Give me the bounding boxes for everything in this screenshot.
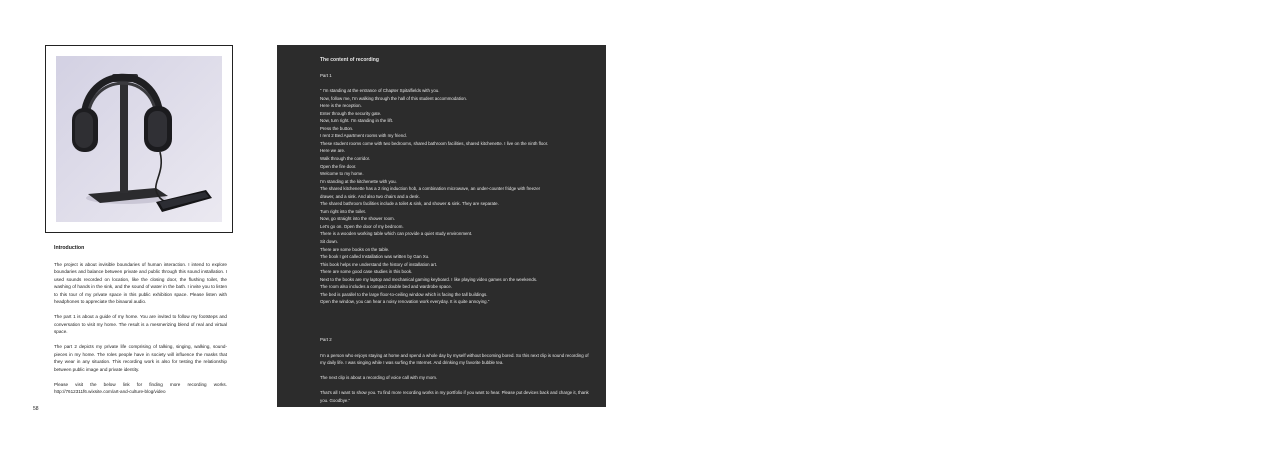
- transcript-line: The room also includes a compact double bed and wardrobe space.: [320, 284, 453, 290]
- transcript-line: Walk through the corridor.: [320, 156, 371, 162]
- transcript-line: The shared kitchenette has a 2 ring induction hob, a combination microwave, an under-counter fridge with freezer: [320, 186, 541, 192]
- recording-page: [277, 45, 606, 407]
- part2-transcript: [320, 352, 590, 405]
- transcript-line: Open the fire door.: [320, 163, 357, 169]
- transcript-line: The book I get called Installation was written by Gan Xu.: [320, 254, 430, 260]
- transcript-line: Here we are.: [320, 148, 346, 154]
- transcript-line: Next to the books are my laptop and mechanical gaming keyboard. I like playing video games on the weekends.: [320, 276, 538, 282]
- transcript-paragraph: The next clip is about a recording of voice call with my mom.: [320, 375, 438, 381]
- transcript-line: “ I'm standing at the entrance of Chapter Spitalfields with you.: [320, 88, 440, 94]
- introduction-paragraph-link: Please visit the below link for finding more recording works. http://7612311f6.wixsite.com/art-and-culture-blog/video: [54, 381, 227, 394]
- transcript-line: There are some books on the table.: [320, 246, 390, 252]
- headphones-on-stand-photo-icon: [56, 56, 222, 222]
- transcript-line: Now, go straight into the shower room.: [320, 216, 395, 222]
- transcript-line: Now, turn right. I'm standing in the lift.: [320, 118, 394, 124]
- transcript-line: This book helps me understand the history of installation art.: [320, 261, 438, 267]
- transcript-line: Press the button.: [320, 125, 354, 131]
- transcript-line: drawer, and a sink. And also two chairs and a desk.: [320, 193, 420, 199]
- transcript-line: Now, follow me, I'm walking through the hall of this student accommodation.: [320, 95, 468, 101]
- part1-transcript: [320, 87, 590, 306]
- transcript-line: There are some good case studies in this book.: [320, 269, 413, 275]
- introduction-paragraph: The part 1 is about a guide of my home. You are invited to follow my footsteps and conversation to visit my home. The result is a mesmerizing blend of real and virtual space.: [54, 314, 227, 334]
- transcript-line: Open the window, you can hear a noisy renovation work everyday. It is quite annoying.”: [320, 299, 490, 305]
- transcript-line: Sit down.: [320, 239, 339, 245]
- part2-label: Part 2: [320, 336, 332, 342]
- recording-content: [320, 57, 590, 412]
- introduction-heading: Introduction: [54, 245, 85, 251]
- transcript-line: Let's go on. Open the door of my bedroom.: [320, 223, 404, 229]
- introduction-section: [54, 245, 227, 403]
- transcript-line: I'm standing at the kitchenette with you.: [320, 178, 397, 184]
- transcript-line: Welcome to my home.: [320, 171, 364, 177]
- transcript-line: These student rooms come with two bedrooms, shared bathroom facilities, shared kitchenette. I live on the ninth floor.: [320, 140, 549, 146]
- introduction-paragraph: The project is about invisible boundaries of human interaction. I intend to explore boundaries and balance between private and public through this sound installation. I used sounds recorded on location, like the closing door, the flushing toilet, the washing of hands in the sink, and the sound of water in the bath. I invite you to listen to this tour of my private space in this public exhibition space. Please listen with headphones to appreciate the binaural audio.: [54, 261, 227, 304]
- recording-heading: The content of recording: [320, 57, 379, 63]
- photo-frame: [45, 45, 233, 233]
- transcript-paragraph: I'm a person who enjoys staying at home and spend a whole day by myself without becoming bored. So this next clip is sound recording of my daily life. I was singing while I was surfing the Internet. And drinking my favorite bubble tea.: [320, 352, 589, 366]
- transcript-line: There is a wooden working table which can provide a quiet study environment.: [320, 231, 473, 237]
- transcript-line: Here is the reception.: [320, 103, 362, 109]
- page-number: 58: [33, 406, 39, 412]
- transcript-line: The shared bathroom facilities include a toilet & sink, and shower & sink. They are separate.: [320, 201, 499, 207]
- introduction-paragraph: The part 2 depicts my private life comprising of talking, singing, walking, sound-pieces in my home. The roles people have in society will influence the masks that they wear in any situation. This recording work is also for testing the relationship between public image and private identity.: [54, 344, 227, 372]
- part1-label: Part 1: [320, 72, 332, 78]
- transcript-line: Enter through the security gate.: [320, 110, 382, 116]
- transcript-line: I rent 2 Bed Apartment rooms with my friend.: [320, 133, 407, 139]
- transcript-line: Turn right into the toilet.: [320, 208, 366, 214]
- transcript-line: The bed is parallel to the large floor-to-ceiling window which is facing the tall buildings.: [320, 291, 488, 297]
- transcript-paragraph: That's all I want to show you. To find more recording works in my portfolio if you want to hear. Please put devices back and charge it, thank you. Goodbye.”: [320, 390, 589, 403]
